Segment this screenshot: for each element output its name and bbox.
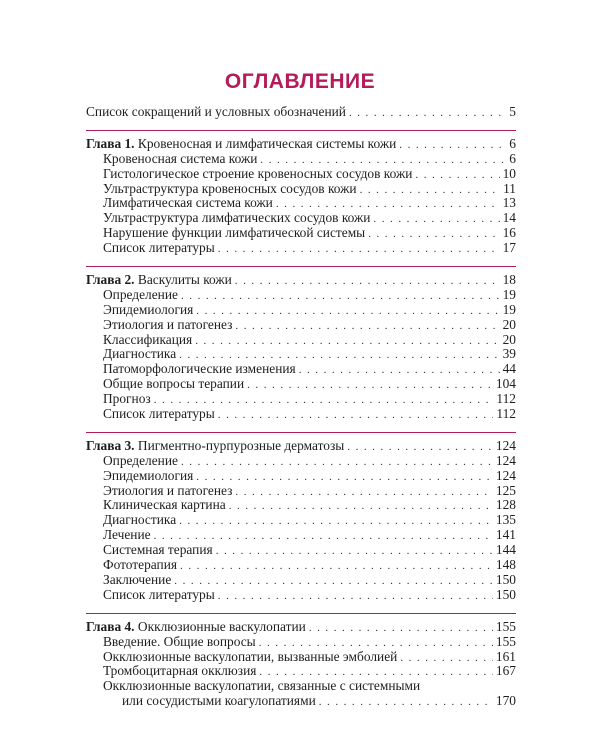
- toc-entry[interactable]: Классификация . . . 20: [86, 333, 516, 348]
- toc-entry[interactable]: Заключение . . . 150: [86, 573, 516, 588]
- dot-leader: [360, 183, 501, 198]
- dot-leader: [218, 589, 493, 604]
- toc-entry[interactable]: Список литературы . . . 150: [86, 588, 516, 603]
- toc-entry[interactable]: Этиология и патогенез . . . 125: [86, 484, 516, 499]
- toc-entry-page: 155: [495, 618, 516, 634]
- dot-leader: [195, 334, 499, 349]
- toc-entry-title: Список сокращений и условных обозначений: [86, 104, 346, 119]
- dot-leader: [347, 440, 493, 455]
- dot-leader: [235, 319, 499, 334]
- dot-leader: [196, 304, 499, 319]
- chapter-label: Глава 4.: [86, 618, 135, 634]
- dot-leader: [299, 363, 500, 378]
- toc-chapter-4[interactable]: [86, 620, 516, 635]
- toc-entry-page: 5: [509, 104, 516, 119]
- dot-leader: [415, 168, 499, 183]
- toc-entry[interactable]: Эпидемиология . . . 19: [86, 303, 516, 318]
- toc-entry[interactable]: Список литературы . . . 112: [86, 407, 516, 422]
- chapter-label: Глава 3.: [86, 437, 135, 453]
- chapter-label: Глава 2.: [86, 272, 135, 288]
- dot-leader: [196, 470, 493, 485]
- dot-leader: [349, 106, 506, 121]
- toc-entry[interactable]: Клиническая картина . . . 128: [86, 498, 516, 513]
- dot-leader: [309, 621, 493, 636]
- dot-leader: [319, 695, 493, 710]
- chapter-title: Пигментно-пурпурозные дерматозы: [137, 437, 345, 453]
- divider: [86, 613, 516, 614]
- dot-leader: [399, 138, 506, 153]
- toc-entry[interactable]: Диагностика . . . 39: [86, 347, 516, 362]
- dot-leader: [174, 574, 493, 589]
- toc-entry-multiline-second[interactable]: или сосудистыми коагулопатиями . . . 170: [86, 694, 516, 709]
- dot-leader: [216, 544, 493, 559]
- toc-entry[interactable]: Патоморфологические изменения . . . 44: [86, 362, 516, 377]
- dot-leader: [247, 378, 493, 393]
- toc-entry[interactable]: Ультраструктура лимфатических сосудов кожи . . . 14: [86, 211, 516, 226]
- toc-entry-page: 6: [509, 135, 516, 151]
- toc-entry[interactable]: Нарушение функции лимфатической системы . . . 16: [86, 226, 516, 241]
- chapter-title: Кровеносная и лимфатическая системы кожи: [137, 135, 397, 151]
- toc-entry[interactable]: Эпидемиология . . . 124: [86, 469, 516, 484]
- dot-leader: [229, 499, 493, 514]
- toc-entry[interactable]: Прогноз . . . 112: [86, 392, 516, 407]
- chapter-title: Васкулиты кожи: [137, 272, 232, 288]
- toc-entry-page: 124: [495, 437, 516, 453]
- toc-entry[interactable]: Список литературы . . . 17: [86, 241, 516, 256]
- dot-leader: [218, 408, 494, 423]
- toc-entry[interactable]: Окклюзионные васкулопатии, вызванные эмболией . . . 161: [86, 650, 516, 665]
- table-of-contents: [86, 105, 516, 709]
- toc-entry[interactable]: Системная терапия . . . 144: [86, 543, 516, 558]
- toc-entry[interactable]: Гистологическое строение кровеносных сосудов кожи . . . 10: [86, 167, 516, 182]
- toc-chapter-2[interactable]: [86, 273, 516, 288]
- toc-entry-abbreviations[interactable]: [86, 105, 516, 120]
- divider: [86, 432, 516, 433]
- toc-entry[interactable]: Лимфатическая система кожи . . . 13: [86, 196, 516, 211]
- chapter-label: Глава 1.: [86, 135, 135, 151]
- toc-entry[interactable]: Диагностика . . . 135: [86, 513, 516, 528]
- dot-leader: [218, 242, 500, 257]
- toc-chapter-1[interactable]: [86, 137, 516, 152]
- dot-leader: [179, 514, 493, 529]
- toc-chapter-3[interactable]: [86, 439, 516, 454]
- dot-leader: [373, 212, 499, 227]
- chapter-title: Окклюзионные васкулопатии: [137, 618, 306, 634]
- dot-leader: [235, 274, 500, 289]
- toc-entry[interactable]: Определение . . . 19: [86, 288, 516, 303]
- divider: [86, 130, 516, 131]
- divider: [86, 266, 516, 267]
- dot-leader: [181, 455, 493, 470]
- dot-leader: [368, 227, 499, 242]
- toc-entry-page: 18: [502, 272, 516, 288]
- toc-entry-multiline-first[interactable]: Окклюзионные васкулопатии, связанные с системными: [103, 678, 421, 694]
- toc-entry[interactable]: Лечение . . . 141: [86, 528, 516, 543]
- toc-entry[interactable]: Тромбоцитарная окклюзия . . . 167: [86, 664, 516, 679]
- toc-entry[interactable]: Определение . . . 124: [86, 454, 516, 469]
- dot-leader: [400, 651, 493, 666]
- toc-entry[interactable]: Общие вопросы терапии . . . 104: [86, 377, 516, 392]
- toc-entry[interactable]: Введение. Общие вопросы . . . 155: [86, 635, 516, 650]
- toc-entry[interactable]: Ультраструктура кровеносных сосудов кожи . . . 11: [86, 182, 516, 197]
- toc-entry[interactable]: Этиология и патогенез . . . 20: [86, 318, 516, 333]
- dot-leader: [181, 289, 500, 304]
- toc-entry[interactable]: Фототерапия . . . 148: [86, 558, 516, 573]
- page-title: ОГЛАВЛЕНИЕ: [224, 70, 376, 93]
- dot-leader: [180, 559, 493, 574]
- dot-leader: [235, 485, 493, 500]
- toc-entry[interactable]: Кровеносная система кожи . . . 6: [86, 152, 516, 167]
